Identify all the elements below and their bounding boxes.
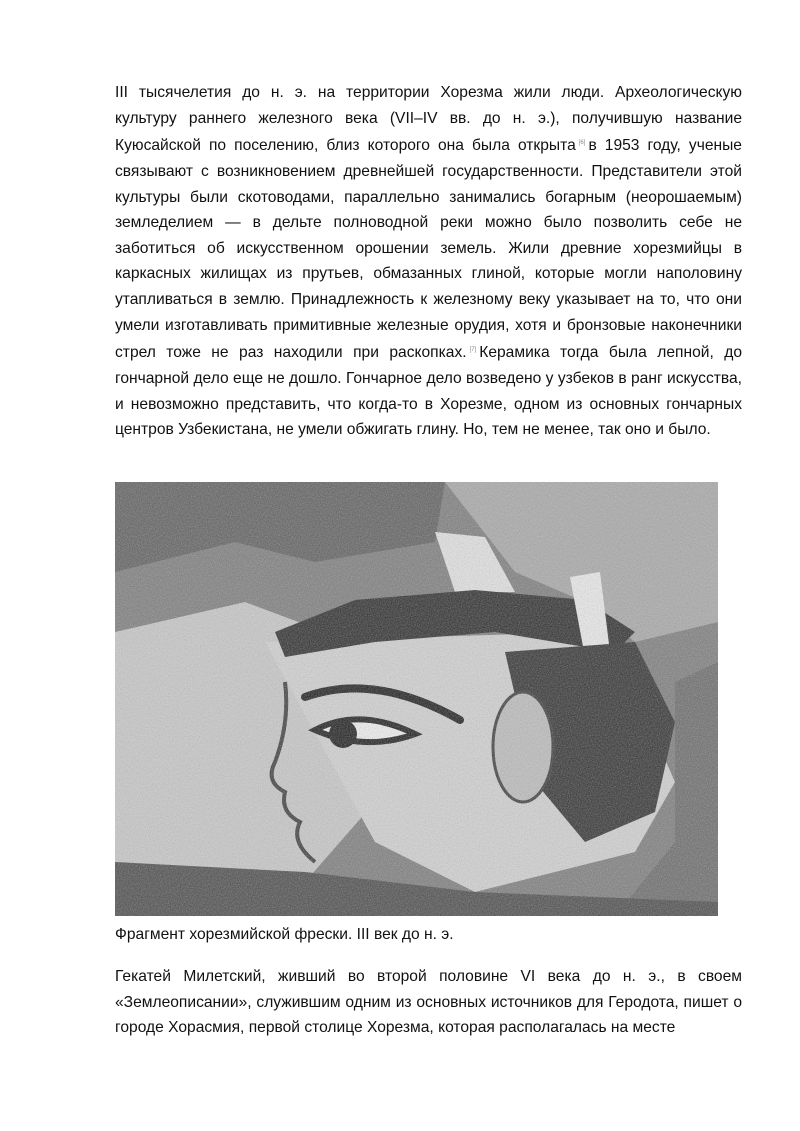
paragraph1-part3: Керамика тогда была лепной, до гончарной дело еще не дошло. Гончарное дело возведено у узбеков в ранг искусства, и невозможно представить, что когда-то в Хорезме, одном из основных гончарных центров Узбекистана, не умели обжигать глину. Но, тем не менее, так оно и было. bbox=[115, 344, 742, 439]
paragraph1-part1: III тысячелетия до н. э. на территории Хорезма жили люди. Археологическую культуру раннего железного века (VII–IV вв. до н. э.), получившую название Куюсайской по поселению, близ которого она была открыта bbox=[115, 84, 742, 155]
paragraph-hecataeus: Гекатей Милетский, живший во второй половине VI века до н. э., в своем «Землеописании», служившим одним из основных источников для Геродота, пишет о городе Хорасмия, первой столице Хорезма, которая располагалась на месте bbox=[115, 968, 742, 1037]
footnote-ref-7[interactable]: [7] bbox=[469, 347, 477, 354]
paragraph1-part2: в 1953 году, ученые связывают с возникновением древнейшей государственности. Представители этой культуры были скотоводами, параллельно занимались богарным (неорошаемым) земледелием — в дельте полноводной реки можно было позволить себе не заботиться об искусственном орошении земель. Жили древние хорезмийцы в каркасных жилищах из прутьев, обмазанных глиной, которые могли наполовину утапливаться в землю. Принадлежность к железному веку указывает на то, что они умели изготавливать примитивные железные орудия, хотя и бронзовые наконечники стрел тоже не раз находили при раскопках. bbox=[115, 137, 742, 362]
texture-grain bbox=[115, 482, 718, 916]
fresco-photo bbox=[115, 482, 718, 916]
fresco-illustration bbox=[115, 482, 718, 916]
figure-caption: Фрагмент хорезмийской фрески. III век до н. э. bbox=[115, 926, 454, 943]
footnote-ref-6[interactable]: [6] bbox=[578, 140, 586, 147]
paragraph-khorezm-ancient-culture bbox=[115, 80, 742, 443]
